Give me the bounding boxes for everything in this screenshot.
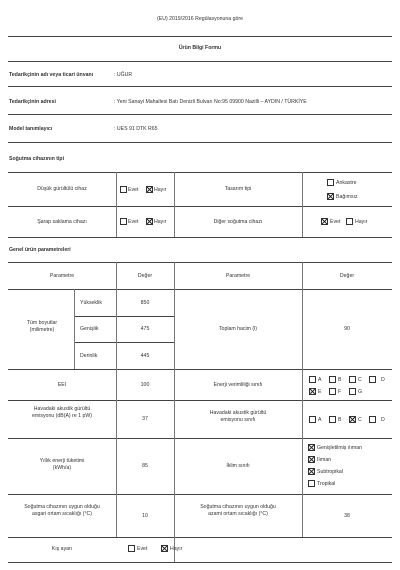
noise-class-a-checkbox[interactable] — [309, 416, 316, 423]
col-parametre: Parametre — [49, 273, 75, 279]
winter-no-checkbox[interactable] — [161, 545, 168, 552]
climate-temperate-checkbox[interactable] — [308, 456, 315, 463]
table-border — [8, 237, 392, 238]
noise-class-label: Havadaki akustik gürültü emisyonu sınıfı — [209, 410, 267, 423]
divider — [8, 142, 392, 143]
height-value: 850 — [140, 300, 150, 306]
total-volume-label: Toplam hacim (l) — [218, 326, 258, 332]
height-label: Yükseklik — [80, 300, 102, 306]
address-value: : Yeni Sanayi Mahallesi Batı Denizli Bulvarı No:95 09900 Nazilli – AYDIN / TÜRKİYE — [114, 99, 307, 105]
total-volume-value: 90 — [344, 326, 350, 332]
divider — [8, 114, 392, 115]
depth-label: Derinlik — [80, 353, 98, 359]
width-value: 475 — [140, 326, 150, 332]
climate-class-label: İklim sınıfı — [226, 463, 250, 469]
regulation-header: (EU) 2019/2016 Regülasyonuna göre — [157, 16, 243, 22]
low-noise-label: Düşük gürültülü cihaz — [37, 186, 87, 192]
depth-value: 445 — [140, 353, 150, 359]
model-label: Model tanımlayıcı — [9, 126, 53, 132]
wine-storage-label: Şarap saklama cihazı — [37, 219, 87, 225]
low-noise-no-checkbox[interactable] — [146, 186, 153, 193]
energy-class-d-checkbox[interactable] — [369, 376, 376, 383]
energy-class-b-checkbox[interactable] — [329, 376, 336, 383]
energy-class-f-checkbox[interactable] — [329, 388, 336, 395]
wine-yes-checkbox[interactable] — [120, 218, 127, 225]
form-title: Ürün Bilgi Formu — [178, 45, 222, 51]
supplier-value: : UĞUR — [114, 72, 133, 78]
low-noise-yes-checkbox[interactable] — [120, 186, 127, 193]
eei-label: EEI — [57, 382, 67, 388]
climate-subtropical-checkbox[interactable] — [308, 468, 315, 475]
other-cooling-label: Diğer soğutma cihazı — [213, 219, 263, 225]
energy-class-e-checkbox[interactable] — [309, 388, 316, 395]
wine-no-checkbox[interactable] — [146, 218, 153, 225]
other-cooling-no-checkbox[interactable] — [346, 218, 353, 225]
divider — [8, 36, 392, 37]
table-border — [8, 206, 392, 207]
design-type-label: Tasarım tipi — [224, 186, 252, 192]
width-label: Genişlik — [80, 326, 99, 332]
max-temp-value: 38 — [344, 513, 350, 519]
general-params-title: Genel ürün parametreleri — [9, 247, 71, 253]
noise-emission-value: 37 — [142, 416, 148, 422]
built-in-checkbox[interactable] — [327, 179, 334, 186]
divider — [8, 61, 392, 62]
col-deger: Değer — [339, 273, 355, 279]
model-value: : UES 91 DTK R65 — [114, 126, 158, 132]
winter-yes-checkbox[interactable] — [128, 545, 135, 552]
dimensions-label: Tüm boyutlar (milimetre) — [26, 320, 58, 333]
other-cooling-yes-checkbox[interactable] — [321, 218, 328, 225]
table-border — [8, 172, 392, 173]
cooling-type-title: Soğutma cihazının tipi — [9, 156, 65, 162]
noise-class-d-checkbox[interactable] — [369, 416, 376, 423]
noise-class-b-checkbox[interactable] — [329, 416, 336, 423]
noise-emission-label: Havadaki akustik gürültü emisyonu (dB(A) re 1 pW) — [32, 406, 92, 419]
winter-setting-label: Kış ayarı — [51, 546, 73, 552]
supplier-label: Tedarikçinin adı veya ticari ünvanı — [9, 72, 94, 78]
product-information-sheet: (EU) 2019/2016 Regülasyonuna göre Ürün Bilgi Formu Tedarikçinin adı veya ticari ünvanı : UĞUR Tedarikçinin adresi : Yeni Sanayi Mahallesi Batı Denizli Bulvarı No:95 09900 Nazilli – AYDIN / TÜRKİYE Model tanımlayıcı : UES 91 DTK R65 Soğutma cihazının tipi Düşük gürültülü cihaz Evet Hayır Tasarım tipi Ankastre Bağımsız Şarap saklama cihazı Evet Hayır Diğer soğutma cihazı Evet Hayır Genel ürün parametreleri Parametre Değer Parametre Değer Tüm boyutlar (milimetre) Yükseklik 850 Genişlik 475 Derinlik 445 Toplam hacim (l) 90 EEI 100 Enerji verimliliği sınıfı A B C D E F G Havadaki akustik gürültü emisyonu (dB(A) re 1 pW) 37 Havadaki akustik gürültü emisyonu sınıfı A B C D Yıllık enerji tüketimi (kWh/a) 85 İklim sınıfı Genişletilmiş ılıman Ilıman Subtropikal Tropikal Soğutma cihazının uygun olduğu asgari ortam sıcaklığı (°C) 10 Soğutma cihazının uygun olduğu azami ortam sıcaklığı (°C) 38 Kış ayarı Evet Hayır — [0, 0, 400, 570]
energy-class-label: Enerji verimliliği sınıfı — [213, 382, 263, 388]
eei-value: 100 — [140, 382, 150, 388]
annual-energy-label: Yıllık enerji tüketimi (kWh/a) — [39, 458, 85, 471]
energy-class-c-checkbox[interactable] — [349, 376, 356, 383]
address-label: Tedarikçinin adresi — [9, 99, 56, 105]
min-temp-label: Soğutma cihazının uygun olduğu asgari ortam sıcaklığı (°C) — [24, 504, 100, 517]
freestanding-checkbox[interactable] — [327, 193, 334, 200]
energy-class-a-checkbox[interactable] — [309, 376, 316, 383]
noise-class-c-checkbox[interactable] — [349, 416, 356, 423]
energy-class-g-checkbox[interactable] — [349, 388, 356, 395]
divider — [8, 86, 392, 87]
climate-extended-temperate-checkbox[interactable] — [308, 444, 315, 451]
climate-tropical-checkbox[interactable] — [308, 480, 315, 487]
min-temp-value: 10 — [142, 513, 148, 519]
annual-energy-value: 85 — [142, 463, 148, 469]
max-temp-label: Soğutma cihazının uygun olduğu azami ortam sıcaklığı (°C) — [200, 504, 276, 517]
col-deger: Değer — [137, 273, 153, 279]
col-parametre: Parametre — [225, 273, 251, 279]
